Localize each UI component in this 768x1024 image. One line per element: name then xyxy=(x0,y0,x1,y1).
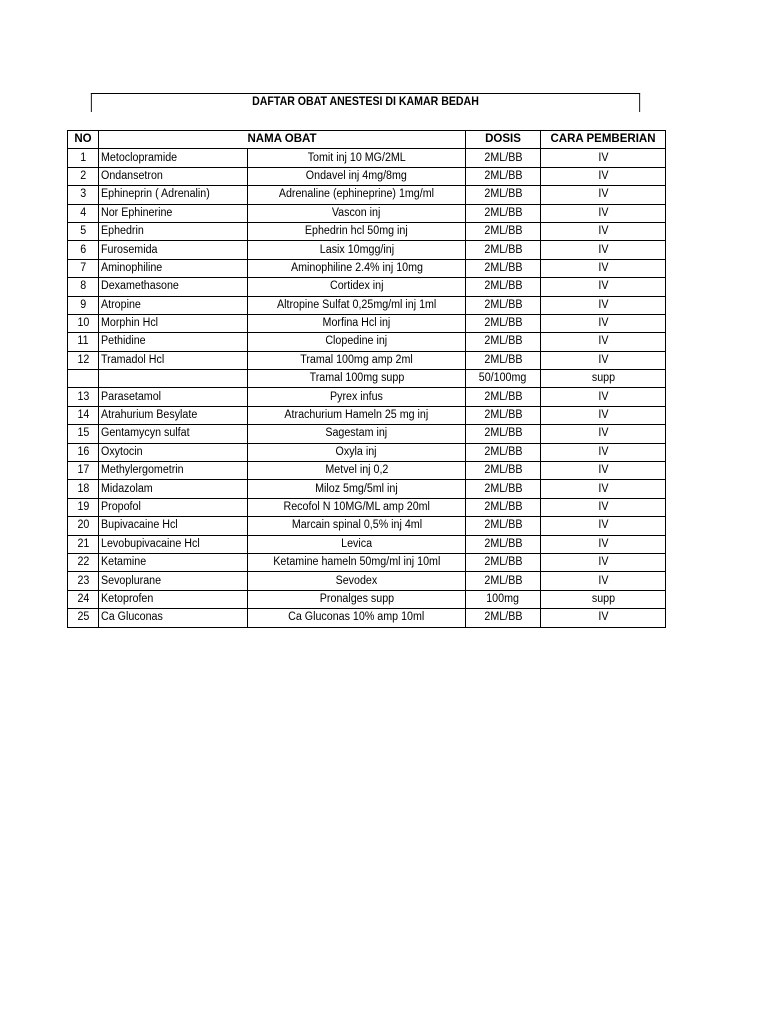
cell-brand-name-text: Ketamine hameln 50mg/ml inj 10ml xyxy=(272,556,441,569)
cell-brand-name xyxy=(248,480,466,498)
cell-brand-name xyxy=(248,351,466,369)
cell-generic-name-text: Propofol xyxy=(101,501,141,513)
cell-brand-name xyxy=(248,186,466,204)
table-row xyxy=(68,351,666,369)
cell-generic-name xyxy=(99,222,248,240)
cell-route xyxy=(541,278,666,296)
table-row xyxy=(68,388,666,406)
cell-route-text: IV xyxy=(597,225,609,238)
cell-no-text: 10 xyxy=(77,317,89,330)
cell-no-text: 7 xyxy=(80,261,86,274)
table-row xyxy=(68,517,666,535)
cell-brand-name-text: Pyrex infus xyxy=(330,390,383,403)
cell-brand-name-text: Aminophiline 2.4% inj 10mg xyxy=(290,261,423,274)
cell-brand-name xyxy=(248,167,466,185)
table-row xyxy=(68,149,666,167)
cell-dose xyxy=(466,222,541,240)
header-no: NO xyxy=(68,131,99,149)
table-row xyxy=(68,480,666,498)
cell-brand-name xyxy=(248,498,466,516)
cell-dose xyxy=(466,498,541,516)
cell-no xyxy=(68,149,99,167)
cell-dose xyxy=(466,259,541,277)
cell-no xyxy=(68,609,99,627)
cell-no xyxy=(68,517,99,535)
cell-no xyxy=(68,314,99,332)
cell-no-text: 12 xyxy=(77,353,89,366)
cell-route xyxy=(541,498,666,516)
table-row xyxy=(68,333,666,351)
cell-dose xyxy=(466,609,541,627)
cell-dose-text: 2ML/BB xyxy=(483,280,523,293)
cell-generic-name-text: Ketoprofen xyxy=(101,592,154,605)
cell-brand-name xyxy=(248,149,466,167)
cell-no xyxy=(68,204,99,222)
cell-no-text: 16 xyxy=(77,445,89,458)
cell-no-text: 11 xyxy=(77,335,89,348)
cell-generic-name xyxy=(99,498,248,516)
cell-brand-name-text: Pronalges supp xyxy=(319,592,394,605)
cell-dose xyxy=(466,204,541,222)
cell-brand-name xyxy=(248,517,466,535)
cell-route xyxy=(541,186,666,204)
cell-no-text: 19 xyxy=(77,501,89,513)
table-row xyxy=(68,443,666,461)
cell-no xyxy=(68,480,99,498)
cell-route xyxy=(541,351,666,369)
cell-generic-name xyxy=(99,590,248,608)
cell-dose xyxy=(466,333,541,351)
cell-no-text: 21 xyxy=(77,537,89,550)
cell-no xyxy=(68,167,99,185)
cell-generic-name xyxy=(99,241,248,259)
cell-route xyxy=(541,572,666,590)
cell-route-text: IV xyxy=(597,464,609,477)
cell-no xyxy=(68,572,99,590)
table-row xyxy=(68,314,666,332)
cell-generic-name-text: Atrahurium Besylate xyxy=(101,409,198,422)
cell-route xyxy=(541,241,666,259)
cell-route-text: IV xyxy=(597,335,609,348)
cell-dose-text: 2ML/BB xyxy=(483,353,523,366)
cell-no xyxy=(68,296,99,314)
cell-dose-text: 2ML/BB xyxy=(483,519,523,532)
cell-dose xyxy=(466,314,541,332)
header-dosis: DOSIS xyxy=(466,131,541,149)
cell-brand-name-text: Recofol N 10MG/ML amp 20ml xyxy=(283,501,430,513)
cell-brand-name-text: Vascon inj xyxy=(332,206,381,219)
cell-brand-name-text: Tramal 100mg supp xyxy=(309,372,404,385)
cell-generic-name-text: Parasetamol xyxy=(101,390,162,403)
cell-generic-name xyxy=(99,370,248,388)
cell-route xyxy=(541,462,666,480)
cell-no-text: 5 xyxy=(80,225,86,238)
cell-route xyxy=(541,590,666,608)
cell-brand-name xyxy=(248,443,466,461)
cell-dose xyxy=(466,590,541,608)
cell-no xyxy=(68,186,99,204)
cell-dose xyxy=(466,296,541,314)
cell-route xyxy=(541,443,666,461)
cell-dose-text: 2ML/BB xyxy=(483,409,523,422)
cell-generic-name-text: Levobupivacaine Hcl xyxy=(101,537,200,550)
cell-generic-name xyxy=(99,314,248,332)
cell-no-text: 2 xyxy=(80,169,86,182)
cell-route-text: IV xyxy=(597,280,609,293)
cell-brand-name-text: Ca Gluconas 10% amp 10ml xyxy=(288,611,425,624)
table-row xyxy=(68,186,666,204)
cell-dose-text: 2ML/BB xyxy=(483,611,523,624)
table-row xyxy=(68,553,666,571)
cell-no xyxy=(68,388,99,406)
cell-brand-name xyxy=(248,535,466,553)
cell-route-text: IV xyxy=(597,574,609,587)
cell-no xyxy=(68,333,99,351)
drug-table xyxy=(67,130,666,628)
table-row xyxy=(68,241,666,259)
cell-dose-text: 100mg xyxy=(486,592,520,605)
cell-dose-text: 2ML/BB xyxy=(483,335,523,348)
cell-no xyxy=(68,498,99,516)
table-row xyxy=(68,167,666,185)
cell-brand-name xyxy=(248,370,466,388)
cell-dose xyxy=(466,278,541,296)
cell-generic-name xyxy=(99,443,248,461)
cell-brand-name xyxy=(248,278,466,296)
cell-dose-text: 50/100mg xyxy=(479,372,527,385)
cell-dose-text: 2ML/BB xyxy=(483,574,523,587)
cell-generic-name-text: Dexamethasone xyxy=(101,280,179,293)
cell-generic-name-text: Ca Gluconas xyxy=(101,611,163,624)
cell-brand-name xyxy=(248,553,466,571)
cell-route xyxy=(541,425,666,443)
cell-generic-name xyxy=(99,517,248,535)
cell-route-text: IV xyxy=(597,298,609,311)
cell-no xyxy=(68,351,99,369)
cell-generic-name xyxy=(99,333,248,351)
cell-generic-name xyxy=(99,572,248,590)
cell-brand-name-text: Lasix 10mgg/inj xyxy=(319,243,394,256)
cell-route-text: IV xyxy=(597,427,609,440)
cell-no-text: 9 xyxy=(80,298,86,311)
cell-generic-name-text: Ephedrin xyxy=(101,225,144,238)
cell-dose-text: 2ML/BB xyxy=(483,188,523,201)
cell-dose xyxy=(466,553,541,571)
table-row xyxy=(68,425,666,443)
cell-no xyxy=(68,462,99,480)
cell-no-text: 17 xyxy=(77,464,89,477)
cell-generic-name-text: Ondansetron xyxy=(101,169,163,182)
cell-route xyxy=(541,553,666,571)
cell-no xyxy=(68,406,99,424)
cell-route-text: IV xyxy=(597,169,609,182)
table-row xyxy=(68,222,666,240)
cell-dose-text: 2ML/BB xyxy=(483,445,523,458)
cell-route-text: IV xyxy=(597,206,609,219)
cell-route-text: IV xyxy=(597,390,609,403)
table-row xyxy=(68,296,666,314)
cell-brand-name xyxy=(248,572,466,590)
cell-no xyxy=(68,259,99,277)
cell-no-text: 23 xyxy=(77,574,89,587)
cell-no-text: 1 xyxy=(80,151,86,164)
cell-route-text: IV xyxy=(597,519,609,532)
cell-route xyxy=(541,167,666,185)
cell-no xyxy=(68,241,99,259)
cell-no-text: 8 xyxy=(80,280,86,293)
cell-brand-name-text: Atrachurium Hameln 25 mg inj xyxy=(284,409,429,422)
cell-no-text: 25 xyxy=(77,611,89,624)
header-nama-obat: NAMA OBAT xyxy=(99,131,466,149)
cell-dose-text: 2ML/BB xyxy=(483,151,523,164)
cell-brand-name-text: Levica xyxy=(341,537,372,550)
cell-route-text: IV xyxy=(597,151,609,164)
cell-brand-name xyxy=(248,204,466,222)
table-row xyxy=(68,462,666,480)
cell-dose-text: 2ML/BB xyxy=(483,537,523,550)
cell-generic-name xyxy=(99,406,248,424)
cell-generic-name xyxy=(99,259,248,277)
cell-brand-name xyxy=(248,222,466,240)
cell-no-text: 20 xyxy=(77,519,89,532)
cell-route-text: IV xyxy=(597,261,609,274)
cell-dose xyxy=(466,443,541,461)
cell-dose-text: 2ML/BB xyxy=(483,317,523,330)
cell-route-text: IV xyxy=(597,445,609,458)
cell-no xyxy=(68,590,99,608)
cell-generic-name xyxy=(99,167,248,185)
cell-generic-name xyxy=(99,480,248,498)
cell-generic-name-text: Metoclopramide xyxy=(101,151,178,164)
cell-dose-text: 2ML/BB xyxy=(483,390,523,403)
cell-no-text: 6 xyxy=(80,243,86,256)
cell-dose-text: 2ML/BB xyxy=(483,464,523,477)
cell-generic-name xyxy=(99,553,248,571)
cell-generic-name xyxy=(99,609,248,627)
cell-generic-name xyxy=(99,535,248,553)
cell-dose-text: 2ML/BB xyxy=(483,225,523,238)
table-header-row xyxy=(68,131,666,149)
cell-brand-name-text: Altropine Sulfat 0,25mg/ml inj 1ml xyxy=(276,298,437,311)
cell-brand-name xyxy=(248,609,466,627)
cell-dose xyxy=(466,535,541,553)
cell-dose-text: 2ML/BB xyxy=(483,501,523,513)
cell-brand-name-text: Oxyla inj xyxy=(335,445,378,458)
table-row xyxy=(68,590,666,608)
cell-dose xyxy=(466,406,541,424)
cell-no-text: 15 xyxy=(77,427,89,440)
cell-dose xyxy=(466,351,541,369)
cell-brand-name-text: Cortidex inj xyxy=(329,280,384,293)
cell-generic-name xyxy=(99,388,248,406)
cell-brand-name-text: Sevodex xyxy=(335,574,378,587)
cell-route-text: IV xyxy=(597,409,609,422)
cell-route xyxy=(541,314,666,332)
cell-no-text: 24 xyxy=(77,592,89,605)
cell-route-text: IV xyxy=(597,556,609,569)
table-row xyxy=(68,204,666,222)
cell-brand-name-text: Ondavel inj 4mg/8mg xyxy=(305,169,408,182)
cell-generic-name xyxy=(99,204,248,222)
cell-dose-text: 2ML/BB xyxy=(483,482,523,495)
cell-route xyxy=(541,609,666,627)
cell-generic-name-text: Aminophiline xyxy=(101,261,163,274)
cell-route xyxy=(541,296,666,314)
cell-brand-name-text: Tramal 100mg amp 2ml xyxy=(300,353,413,366)
cell-generic-name-text: Bupivacaine Hcl xyxy=(101,519,178,532)
cell-route-text: IV xyxy=(597,611,609,624)
cell-dose xyxy=(466,370,541,388)
cell-route xyxy=(541,406,666,424)
cell-route xyxy=(541,388,666,406)
cell-route xyxy=(541,480,666,498)
cell-route xyxy=(541,535,666,553)
cell-brand-name-text: Marcain spinal 0,5% inj 4ml xyxy=(291,519,422,532)
cell-brand-name xyxy=(248,259,466,277)
cell-route xyxy=(541,370,666,388)
table-row xyxy=(68,259,666,277)
cell-route xyxy=(541,333,666,351)
cell-no-text: 22 xyxy=(77,556,89,569)
cell-route xyxy=(541,259,666,277)
cell-generic-name-text: Pethidine xyxy=(101,335,146,348)
cell-route-text: supp xyxy=(591,592,615,605)
cell-no-text: 4 xyxy=(80,206,86,219)
cell-route-text: IV xyxy=(597,243,609,256)
cell-brand-name-text: Miloz 5mg/5ml inj xyxy=(315,482,398,495)
cell-brand-name xyxy=(248,388,466,406)
cell-no xyxy=(68,443,99,461)
cell-no-text: 13 xyxy=(77,390,89,403)
cell-no xyxy=(68,553,99,571)
cell-generic-name-text: Oxytocin xyxy=(101,445,143,458)
table-row xyxy=(68,535,666,553)
cell-brand-name-text: Clopedine inj xyxy=(325,335,388,348)
cell-dose xyxy=(466,149,541,167)
cell-generic-name-text: Ketamine xyxy=(101,556,147,569)
cell-no-text: 3 xyxy=(80,188,86,201)
cell-route-text: IV xyxy=(597,482,609,495)
cell-route-text: IV xyxy=(597,188,609,201)
table-row xyxy=(68,498,666,516)
cell-dose-text: 2ML/BB xyxy=(483,261,523,274)
cell-no xyxy=(68,370,99,388)
cell-no-text: 14 xyxy=(77,409,89,422)
cell-generic-name-text: Furosemida xyxy=(101,243,158,256)
cell-brand-name xyxy=(248,241,466,259)
cell-brand-name-text: Tomit inj 10 MG/2ML xyxy=(307,151,406,164)
cell-generic-name-text: Atropine xyxy=(101,298,141,311)
cell-brand-name-text: Morfina Hcl inj xyxy=(322,317,391,330)
table-body xyxy=(68,149,666,627)
cell-brand-name xyxy=(248,406,466,424)
document-title: DAFTAR OBAT ANESTESI DI KAMAR BEDAH xyxy=(91,93,640,112)
cell-dose-text: 2ML/BB xyxy=(483,427,523,440)
cell-generic-name xyxy=(99,462,248,480)
cell-generic-name xyxy=(99,186,248,204)
cell-dose xyxy=(466,462,541,480)
cell-generic-name xyxy=(99,425,248,443)
cell-dose-text: 2ML/BB xyxy=(483,243,523,256)
cell-brand-name xyxy=(248,333,466,351)
cell-dose xyxy=(466,388,541,406)
cell-dose-text: 2ML/BB xyxy=(483,556,523,569)
cell-brand-name-text: Ephedrin hcl 50mg inj xyxy=(305,225,408,238)
cell-route-text: IV xyxy=(597,537,609,550)
table-row xyxy=(68,278,666,296)
cell-generic-name xyxy=(99,296,248,314)
cell-dose xyxy=(466,425,541,443)
cell-brand-name-text: Metvel inj 0,2 xyxy=(324,464,389,477)
cell-generic-name-text: Methylergometrin xyxy=(101,464,184,477)
table-row xyxy=(68,609,666,627)
cell-route-text: supp xyxy=(591,372,615,385)
cell-route xyxy=(541,517,666,535)
cell-no xyxy=(68,222,99,240)
cell-generic-name xyxy=(99,278,248,296)
cell-brand-name xyxy=(248,296,466,314)
cell-dose xyxy=(466,186,541,204)
cell-route-text: IV xyxy=(597,353,609,366)
cell-route-text: IV xyxy=(597,317,609,330)
cell-route xyxy=(541,204,666,222)
cell-brand-name-text: Adrenaline (ephineprine) 1mg/ml xyxy=(278,188,435,201)
cell-brand-name xyxy=(248,590,466,608)
cell-generic-name-text: Midazolam xyxy=(101,482,153,495)
cell-brand-name xyxy=(248,314,466,332)
cell-generic-name xyxy=(99,351,248,369)
cell-dose-text: 2ML/BB xyxy=(483,169,523,182)
table-row xyxy=(68,370,666,388)
cell-dose-text: 2ML/BB xyxy=(483,206,523,219)
cell-dose xyxy=(466,572,541,590)
cell-brand-name-text: Sagestam inj xyxy=(325,427,388,440)
cell-generic-name xyxy=(99,149,248,167)
cell-no-text: 18 xyxy=(77,482,89,495)
cell-route xyxy=(541,149,666,167)
cell-route-text: IV xyxy=(597,501,609,513)
cell-generic-name-text: Gentamycyn sulfat xyxy=(101,427,190,440)
cell-brand-name xyxy=(248,462,466,480)
table-row xyxy=(68,406,666,424)
cell-dose xyxy=(466,167,541,185)
cell-dose xyxy=(466,241,541,259)
cell-generic-name-text: Sevoplurane xyxy=(101,574,162,587)
cell-no xyxy=(68,425,99,443)
cell-brand-name xyxy=(248,425,466,443)
cell-dose xyxy=(466,480,541,498)
cell-route xyxy=(541,222,666,240)
cell-dose xyxy=(466,517,541,535)
cell-generic-name-text: Tramadol Hcl xyxy=(101,353,165,366)
cell-dose-text: 2ML/BB xyxy=(483,298,523,311)
cell-no xyxy=(68,535,99,553)
header-cara-pemberian: CARA PEMBERIAN xyxy=(541,131,666,149)
cell-generic-name-text: Nor Ephinerine xyxy=(101,206,173,219)
cell-generic-name-text: Ephineprin ( Adrenalin) xyxy=(101,188,210,201)
table-row xyxy=(68,572,666,590)
cell-generic-name-text: Morphin Hcl xyxy=(101,317,159,330)
cell-no xyxy=(68,278,99,296)
